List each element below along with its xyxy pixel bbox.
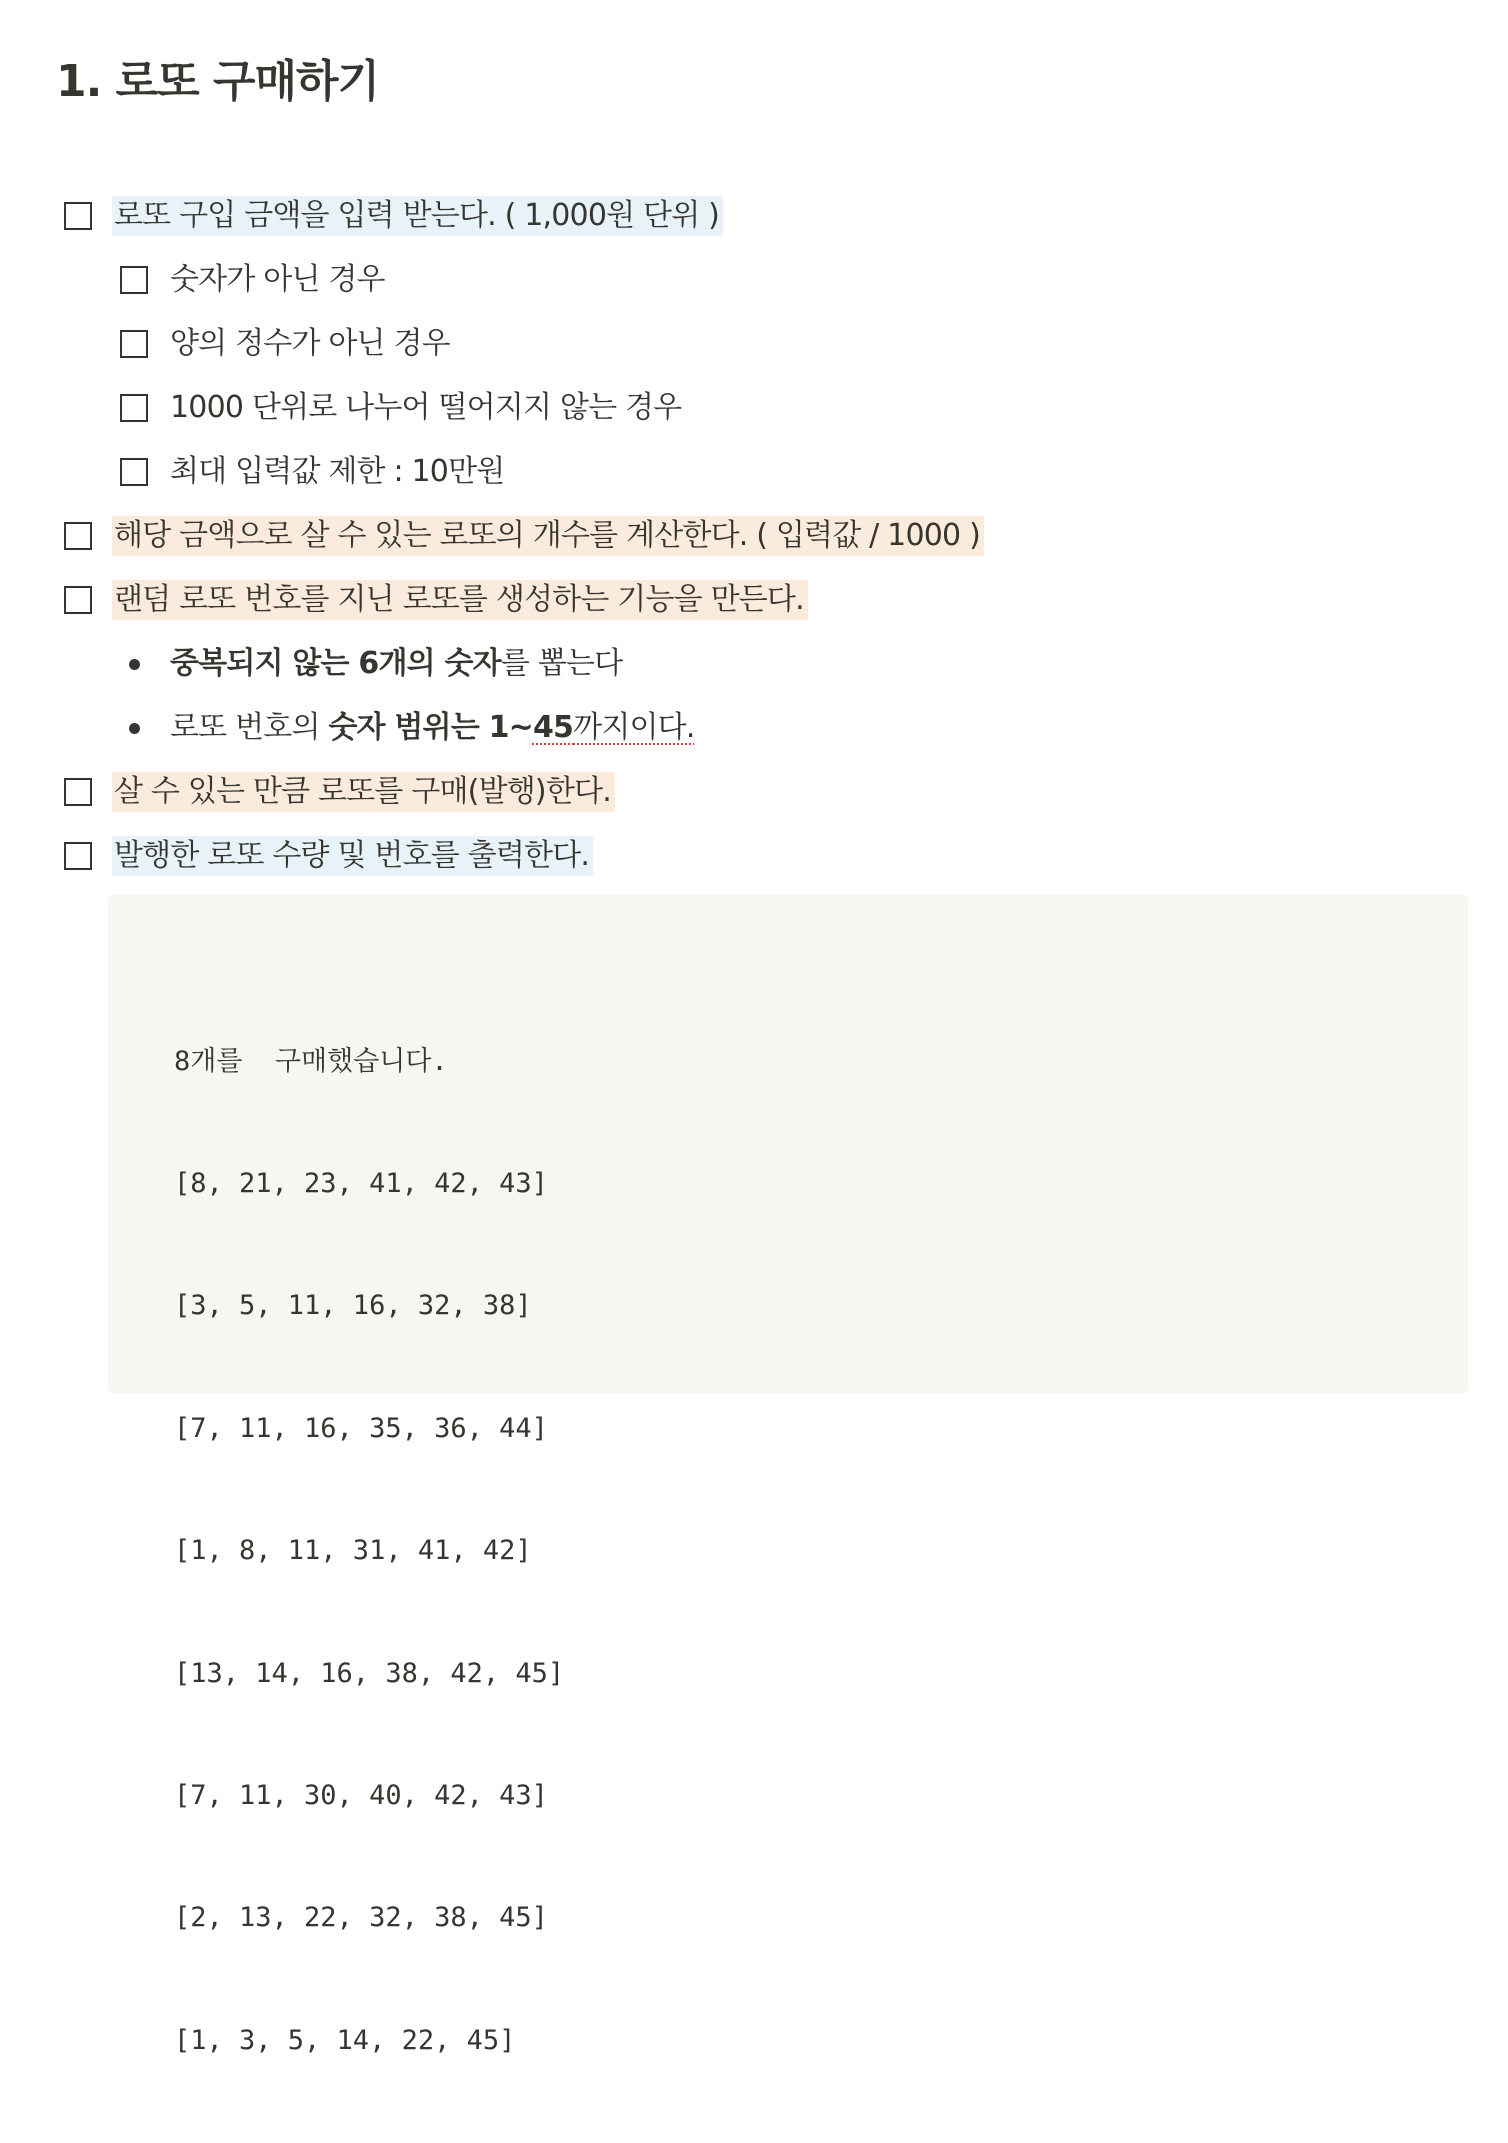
checkbox[interactable]	[64, 522, 92, 550]
page-title: 1. 로또 구매하기	[56, 56, 379, 107]
bullet-bold-text: 숫자 범위는 1~	[328, 710, 533, 745]
todo-item-purchase-amount	[64, 196, 723, 236]
bullet-icon	[120, 644, 146, 684]
code-content	[174, 960, 564, 2143]
todo-label: 숫자가 아닌 경우	[170, 262, 385, 297]
code-line: [7, 11, 16, 35, 36, 44]	[174, 1412, 548, 1444]
code-line: [13, 14, 16, 38, 42, 45]	[174, 1657, 565, 1689]
todo-label: 해당 금액으로 살 수 있는 로또의 개수를 계산한다. ( 입력값 / 1000 )	[112, 516, 984, 556]
todo-item-max-input	[120, 452, 508, 492]
code-line: [7, 11, 30, 40, 42, 43]	[174, 1779, 548, 1811]
checkbox[interactable]	[64, 586, 92, 614]
code-line: [1, 8, 11, 31, 41, 42]	[174, 1535, 532, 1567]
bullet-text: 를 뽑는다	[500, 646, 623, 681]
todo-label: 양의 정수가 아닌 경우	[170, 326, 450, 361]
checkbox[interactable]	[64, 202, 92, 230]
todo-item-not-number	[120, 260, 389, 300]
checkbox[interactable]	[64, 778, 92, 806]
bullet-item-unique-numbers	[120, 644, 626, 684]
todo-item-not-divisible	[120, 388, 685, 428]
todo-item-purchase-lotto	[64, 772, 615, 812]
code-line: [1, 3, 5, 14, 22, 45]	[174, 2024, 516, 2056]
todo-item-print-lotto	[64, 836, 593, 876]
checkbox[interactable]	[120, 330, 148, 358]
bullet-item-number-range	[120, 708, 699, 748]
bullet-bold-text: 중복되지 않는 6개의 숫자	[170, 646, 501, 681]
code-line: [3, 5, 11, 16, 32, 38]	[174, 1290, 532, 1322]
bullet-label	[168, 708, 699, 748]
code-line: [8, 21, 23, 41, 42, 43]	[174, 1167, 548, 1199]
checkbox[interactable]	[120, 266, 148, 294]
todo-item-not-positive-integer	[120, 324, 454, 364]
todo-label: 최대 입력값 제한 : 10만원	[170, 454, 505, 489]
code-block[interactable]	[108, 894, 1468, 2056]
todo-label: 로또 구입 금액을 입력 받는다. ( 1,000원 단위 )	[112, 196, 723, 236]
todo-item-calculate-count	[64, 516, 984, 556]
bullet-label	[168, 644, 626, 684]
todo-label: 1000 단위로 나누어 떨어지지 않는 경우	[170, 390, 682, 425]
spellcheck-text: 까지이다.	[573, 710, 695, 745]
checkbox[interactable]	[64, 842, 92, 870]
code-line: [2, 13, 22, 32, 38, 45]	[174, 1902, 548, 1934]
code-line: 8개를 구매했습니다.	[174, 1045, 448, 1077]
todo-label: 살 수 있는 만큼 로또를 구매(발행)한다.	[112, 772, 615, 812]
checkbox[interactable]	[120, 458, 148, 486]
bullet-text: 로또 번호의	[170, 710, 329, 745]
checkbox[interactable]	[120, 394, 148, 422]
todo-label: 발행한 로또 수량 및 번호를 출력한다.	[112, 836, 593, 876]
spellcheck-bold-text: 45	[532, 710, 574, 745]
todo-label: 랜덤 로또 번호를 지닌 로또를 생성하는 기능을 만든다.	[112, 580, 808, 620]
todo-item-generate-lotto	[64, 580, 808, 620]
bullet-icon	[120, 708, 146, 748]
